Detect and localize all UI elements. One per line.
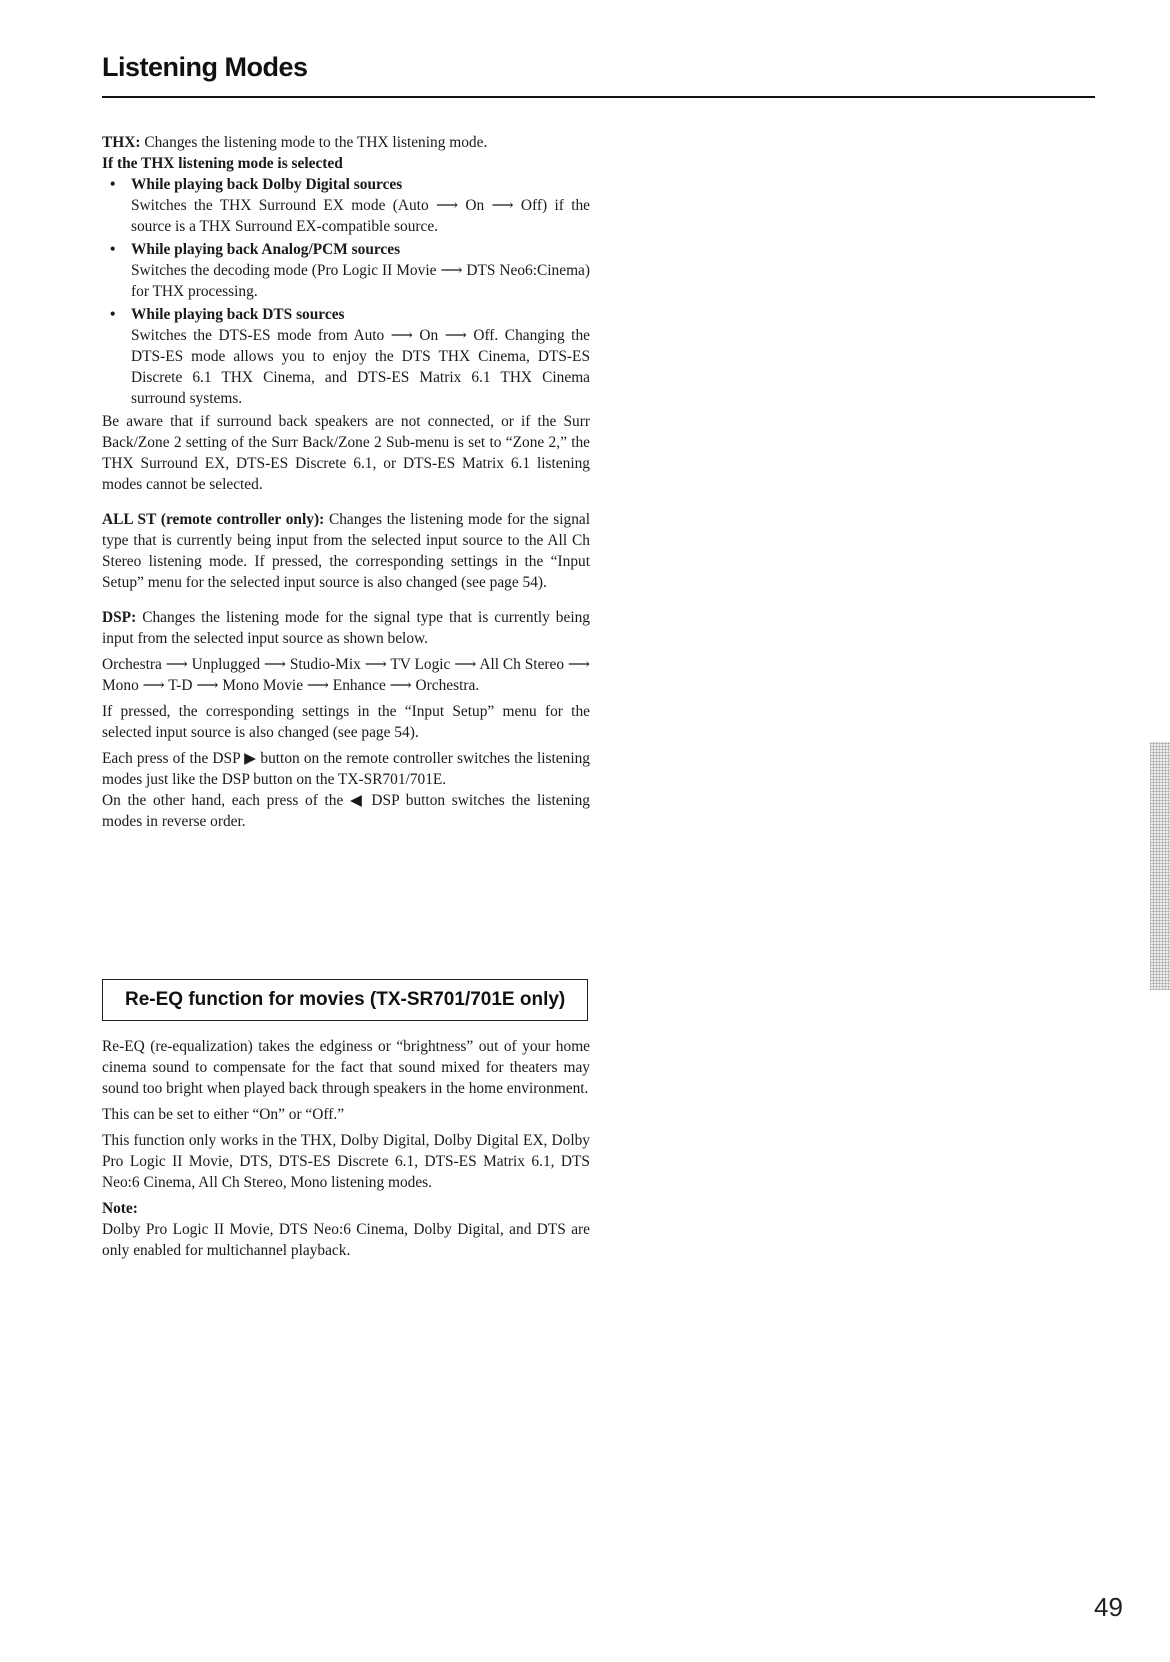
- dsp-label: DSP:: [102, 609, 137, 626]
- dsp-paragraph: [102, 607, 590, 649]
- thx-note: Be aware that if surround back speakers are not connected, or if the Surr Back/Zone 2 setting of the Surr Back/Zone 2 Sub-menu is set to “Zone 2,” the THX Surround EX, DTS-ES Discrete 6.1, or DTS-ES Matrix 6.1 listening modes cannot be selected.: [102, 413, 590, 493]
- reeq-setting: This can be set to either “On” or “Off.”: [102, 1106, 345, 1123]
- page-title: Listening Modes: [102, 52, 308, 82]
- page-number: 49: [1094, 1592, 1123, 1622]
- section-tab-marker: [1150, 742, 1170, 990]
- bullet-icon: •: [110, 306, 116, 323]
- bullet-heading: While playing back DTS sources: [131, 306, 345, 323]
- reeq-heading-box: Re-EQ function for movies (TX-SR701/701E only): [102, 979, 588, 1021]
- thx-text: Changes the listening mode to the THX listening mode.: [144, 134, 488, 151]
- reeq-modes: This function only works in the THX, Dolby Digital, Dolby Digital EX, Dolby Pro Logic II Movie, DTS, DTS-ES Discrete 6.1, DTS-ES Matrix 6.1, DTS Neo:6 Cinema, All Ch Stereo, Mono listening modes.: [102, 1132, 590, 1191]
- thx-paragraph: [102, 132, 590, 153]
- bullet-heading: While playing back Analog/PCM sources: [131, 241, 401, 258]
- thx-label: THX:: [102, 134, 141, 151]
- dsp-forward-text: Each press of the DSP ▶ button on the remote controller switches the listening modes just like the DSP button on the TX-SR701/701E.: [102, 750, 590, 788]
- dsp-cycle: Orchestra ⟶ Unplugged ⟶ Studio-Mix ⟶ TV Logic ⟶ All Ch Stereo ⟶ Mono ⟶ T-D ⟶ Mono Movie ⟶ Enhance ⟶ Orchestra.: [102, 656, 590, 694]
- dsp-reverse-text: On the other hand, each press of the ◀ DSP button switches the listening modes in reverse order.: [102, 792, 590, 830]
- dsp-text: Changes the listening mode for the signal type that is currently being input from the selected input source as shown below.: [102, 609, 590, 647]
- list-item: [102, 174, 590, 237]
- thx-subheading: If the THX listening mode is selected: [102, 155, 343, 172]
- allst-paragraph: [102, 509, 590, 593]
- note-label: Note:: [102, 1200, 138, 1217]
- reeq-intro: Re-EQ (re-equalization) takes the edginess or “brightness” out of your home cinema sound to compensate for the fact that sound mixed for theaters may sound too bright when played back through speakers in the home environment.: [102, 1038, 590, 1097]
- allst-text: Changes the listening mode for the signal type that is currently being input from the selected input source to the All Ch Stereo listening mode. If pressed, the corresponding settings in the “Input Setup” menu for the selected input source is also changed (see page 54).: [102, 511, 590, 591]
- bullet-icon: •: [110, 241, 116, 258]
- bullet-text: Switches the DTS-ES mode from Auto ⟶ On ⟶ Off. Changing the DTS-ES mode allows you to enjoy the DTS THX Cinema, DTS-ES Discrete 6.1 THX Cinema, and DTS-ES Matrix 6.1 THX Cinema surround systems.: [131, 327, 590, 407]
- reeq-column: [102, 1036, 590, 1266]
- list-item: [102, 304, 590, 409]
- main-column: [102, 132, 590, 837]
- list-item: [102, 239, 590, 302]
- note-text: Dolby Pro Logic II Movie, DTS Neo:6 Cinema, Dolby Digital, and DTS are only enabled for multichannel playback.: [102, 1221, 590, 1259]
- title-divider: [102, 96, 1095, 98]
- bullet-text: Switches the THX Surround EX mode (Auto ⟶ On ⟶ Off) if the source is a THX Surround EX-compatible source.: [131, 197, 590, 235]
- allst-label: ALL ST (remote controller only):: [102, 511, 325, 528]
- bullet-heading: While playing back Dolby Digital sources: [131, 176, 403, 193]
- bullet-icon: •: [110, 176, 116, 193]
- dsp-pressed-text: If pressed, the corresponding settings in the “Input Setup” menu for the selected input source is also changed (see page 54).: [102, 703, 590, 741]
- bullet-text: Switches the decoding mode (Pro Logic II Movie ⟶ DTS Neo6:Cinema) for THX processing.: [131, 262, 590, 300]
